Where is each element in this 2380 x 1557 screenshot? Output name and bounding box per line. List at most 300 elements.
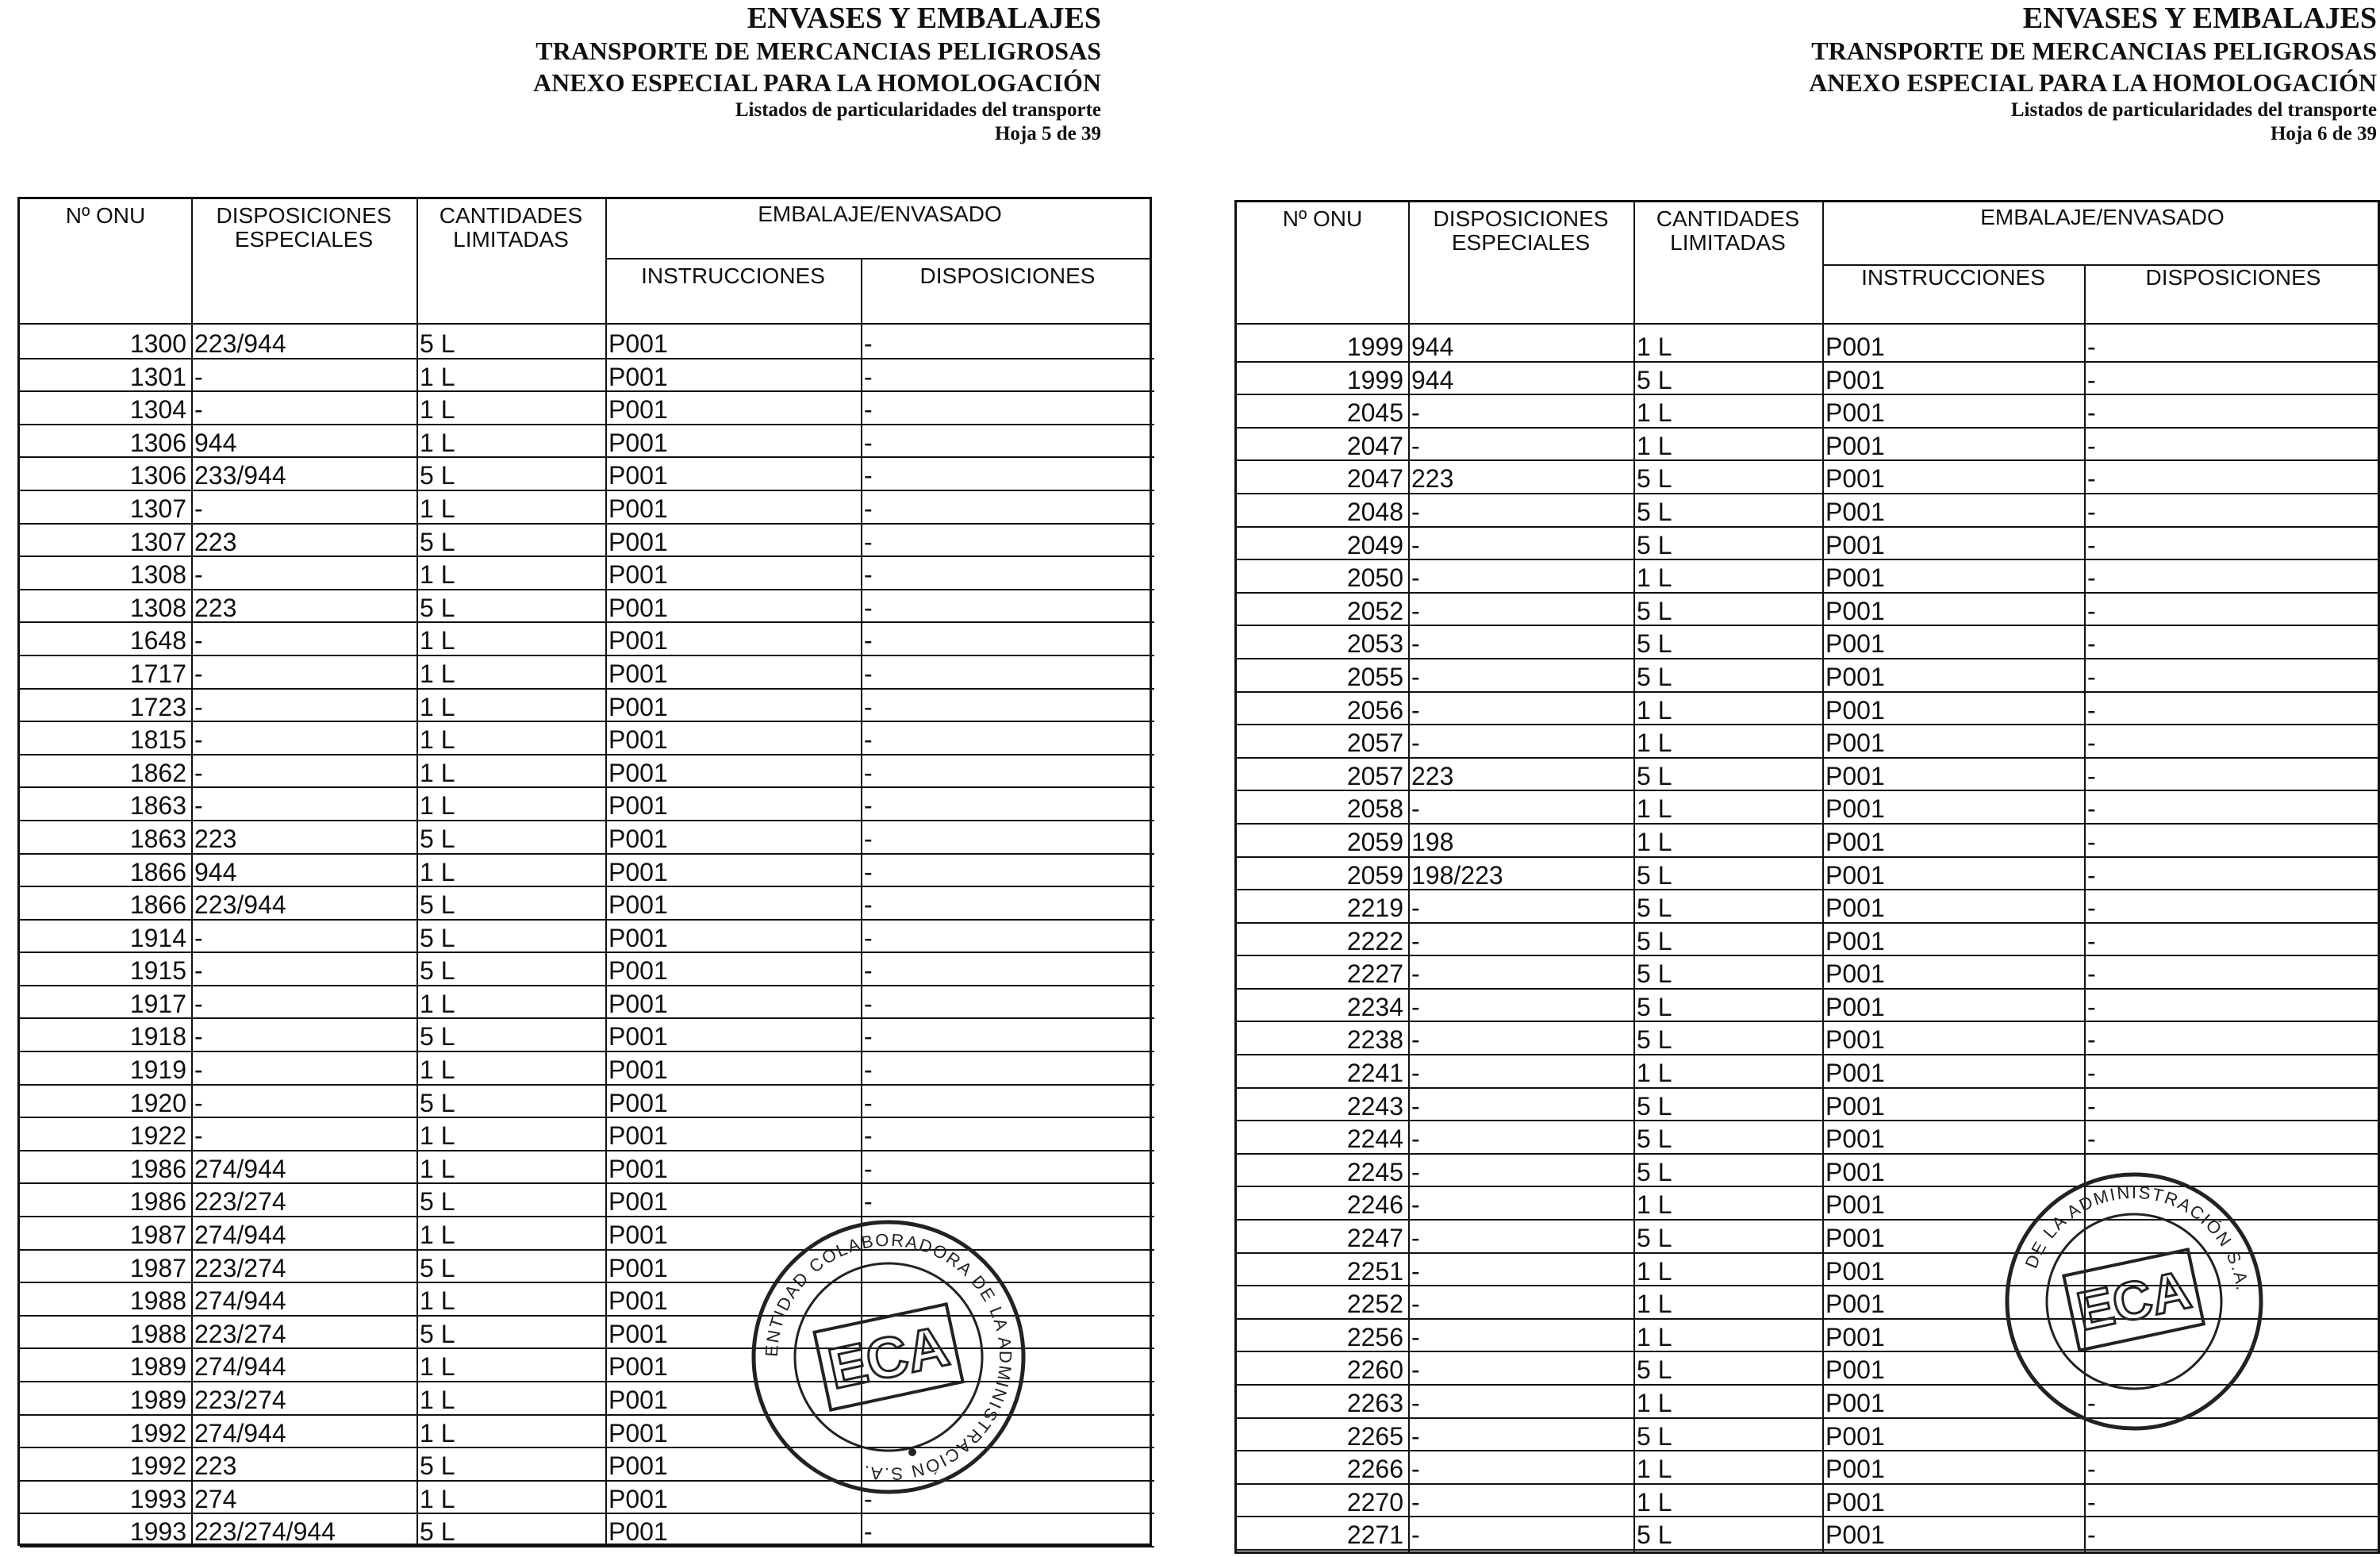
cell-disposiciones-especiales: 223 bbox=[191, 1448, 416, 1482]
table-row bbox=[20, 788, 1150, 821]
cell-disposiciones: - bbox=[2084, 725, 2380, 759]
cell-onu: 2265 bbox=[1237, 1419, 1408, 1452]
cell-disposiciones-especiales: - bbox=[1408, 1286, 1633, 1320]
header-subtitle-3: Listados de particularidades del transporte bbox=[735, 99, 1101, 121]
cell-instrucciones: P001 bbox=[605, 1118, 861, 1151]
cell-cantidades-limitadas: 1 L bbox=[1633, 825, 1822, 858]
cell-cantidades-limitadas: 1 L bbox=[416, 855, 605, 888]
cell-instrucciones: P001 bbox=[605, 1184, 861, 1217]
cell-onu: 1306 bbox=[20, 425, 191, 459]
cell-onu: 2252 bbox=[1237, 1286, 1408, 1320]
cell-disposiciones: - bbox=[2084, 659, 2380, 693]
cell-instrucciones: P001 bbox=[1822, 1419, 2084, 1452]
cell-instrucciones: P001 bbox=[605, 755, 861, 789]
table-row bbox=[1237, 528, 2378, 561]
cell-onu: 2219 bbox=[1237, 890, 1408, 924]
table-row bbox=[20, 722, 1150, 755]
column-header-cantidades-limitadas: CANTIDADES LIMITADAS bbox=[439, 203, 583, 252]
cell-cantidades-limitadas: 1 L bbox=[416, 359, 605, 393]
cell-cantidades-limitadas: 5 L bbox=[1633, 494, 1822, 528]
cell-disposiciones: - bbox=[861, 1052, 1154, 1086]
table-row bbox=[1237, 825, 2378, 858]
table-row bbox=[1237, 659, 2378, 693]
cell-instrucciones: P001 bbox=[1822, 1155, 2084, 1188]
cell-cantidades-limitadas: 1 L bbox=[1633, 1451, 1822, 1485]
cell-instrucciones: P001 bbox=[1822, 924, 2084, 957]
cell-cantidades-limitadas: 1 L bbox=[416, 1416, 605, 1449]
cell-instrucciones: P001 bbox=[1822, 1221, 2084, 1254]
cell-onu: 2222 bbox=[1237, 924, 1408, 957]
cell-disposiciones: - bbox=[2084, 858, 2380, 891]
cell-cantidades-limitadas: 5 L bbox=[1633, 528, 1822, 561]
cell-disposiciones: - bbox=[861, 690, 1154, 723]
cell-onu: 2243 bbox=[1237, 1089, 1408, 1122]
cell-cantidades-limitadas: 1 L bbox=[416, 1052, 605, 1086]
cell-disposiciones: - bbox=[861, 788, 1154, 821]
table-row bbox=[1237, 494, 2378, 528]
cell-instrucciones: P001 bbox=[605, 326, 861, 359]
cell-cantidades-limitadas: 1 L bbox=[1633, 1254, 1822, 1287]
cell-instrucciones: P001 bbox=[605, 1151, 861, 1185]
cell-onu: 1866 bbox=[20, 855, 191, 888]
cell-cantidades-limitadas: 1 L bbox=[416, 425, 605, 459]
cell-cantidades-limitadas: 5 L bbox=[1633, 956, 1822, 990]
cell-cantidades-limitadas: 1 L bbox=[416, 755, 605, 789]
cell-cantidades-limitadas: 1 L bbox=[1633, 1386, 1822, 1419]
cell-disposiciones: - bbox=[861, 458, 1154, 491]
cell-instrucciones: P001 bbox=[1822, 461, 2084, 494]
cell-cantidades-limitadas: 1 L bbox=[416, 1217, 605, 1251]
cell-onu: 1307 bbox=[20, 491, 191, 525]
table-row bbox=[20, 425, 1150, 459]
cell-disposiciones-especiales: - bbox=[191, 1052, 416, 1086]
cell-disposiciones: - bbox=[2084, 990, 2380, 1023]
cell-instrucciones: P001 bbox=[1822, 725, 2084, 759]
cell-disposiciones-especiales: - bbox=[1408, 1089, 1633, 1122]
cell-disposiciones: - bbox=[2084, 1517, 2380, 1551]
table-row bbox=[1237, 890, 2378, 924]
cell-cantidades-limitadas: 5 L bbox=[416, 525, 605, 558]
cell-onu: 1989 bbox=[20, 1349, 191, 1382]
cell-cantidades-limitadas: 5 L bbox=[1633, 594, 1822, 627]
cell-onu: 2057 bbox=[1237, 759, 1408, 792]
cell-disposiciones: - bbox=[861, 986, 1154, 1020]
cell-onu: 1989 bbox=[20, 1382, 191, 1416]
official-stamp bbox=[1999, 1159, 2269, 1444]
stamp-logo: ECA bbox=[2071, 1259, 2196, 1343]
table-row bbox=[20, 887, 1150, 921]
cell-disposiciones-especiales: 223 bbox=[1408, 461, 1633, 494]
cell-cantidades-limitadas: 1 L bbox=[416, 690, 605, 723]
cell-disposiciones: - bbox=[861, 590, 1154, 624]
cell-disposiciones: - bbox=[861, 623, 1154, 656]
cell-onu: 2251 bbox=[1237, 1254, 1408, 1287]
cell-onu: 2049 bbox=[1237, 528, 1408, 561]
cell-onu: 1717 bbox=[20, 656, 191, 690]
cell-cantidades-limitadas: 1 L bbox=[1633, 429, 1822, 462]
cell-instrucciones: P001 bbox=[1822, 494, 2084, 528]
cell-disposiciones: - bbox=[2084, 1121, 2380, 1155]
cell-onu: 2270 bbox=[1237, 1485, 1408, 1518]
table-row bbox=[1237, 429, 2378, 462]
table-row bbox=[20, 656, 1150, 690]
cell-disposiciones: - bbox=[861, 855, 1154, 888]
cell-disposiciones-especiales: - bbox=[1408, 1517, 1633, 1551]
cell-disposiciones: - bbox=[861, 755, 1154, 789]
cell-onu: 2056 bbox=[1237, 693, 1408, 726]
cell-disposiciones: - bbox=[2084, 759, 2380, 792]
header-sheet-number: Hoja 6 de 39 bbox=[2270, 123, 2377, 144]
cell-instrucciones: P001 bbox=[1822, 429, 2084, 462]
table-row bbox=[1237, 693, 2378, 726]
cell-cantidades-limitadas: 5 L bbox=[1633, 890, 1822, 924]
cell-onu: 1999 bbox=[1237, 329, 1408, 363]
cell-instrucciones: P001 bbox=[1822, 759, 2084, 792]
cell-onu: 2052 bbox=[1237, 594, 1408, 627]
cell-disposiciones-especiales: - bbox=[1408, 1451, 1633, 1485]
cell-instrucciones: P001 bbox=[605, 722, 861, 755]
header-subtitle-1: TRANSPORTE DE MERCANCIAS PELIGROSAS bbox=[1811, 37, 2377, 65]
cell-disposiciones-especiales: - bbox=[191, 921, 416, 954]
cell-disposiciones-especiales: - bbox=[191, 392, 416, 425]
cell-instrucciones: P001 bbox=[605, 986, 861, 1020]
cell-instrucciones: P001 bbox=[605, 1086, 861, 1119]
cell-disposiciones-especiales: 274/944 bbox=[191, 1283, 416, 1317]
cell-disposiciones-especiales: - bbox=[191, 1118, 416, 1151]
cell-cantidades-limitadas: 1 L bbox=[416, 557, 605, 590]
column-header-cantidades-limitadas: CANTIDADES LIMITADAS bbox=[1656, 206, 1800, 255]
cell-disposiciones-especiales: 223/944 bbox=[191, 326, 416, 359]
cell-disposiciones-especiales: - bbox=[1408, 990, 1633, 1023]
cell-cantidades-limitadas: 5 L bbox=[1633, 858, 1822, 891]
table-row bbox=[20, 986, 1150, 1020]
table-row bbox=[1237, 395, 2378, 429]
cell-onu: 1992 bbox=[20, 1416, 191, 1449]
cell-onu: 2227 bbox=[1237, 956, 1408, 990]
cell-cantidades-limitadas: 5 L bbox=[1633, 1221, 1822, 1254]
table-row bbox=[1237, 1055, 2378, 1089]
cell-disposiciones: - bbox=[2084, 363, 2380, 396]
cell-disposiciones-especiales: - bbox=[191, 359, 416, 393]
column-header-disposiciones: DISPOSICIONES bbox=[2145, 265, 2321, 290]
cell-cantidades-limitadas: 5 L bbox=[1633, 1089, 1822, 1122]
cell-instrucciones: P001 bbox=[1822, 528, 2084, 561]
cell-disposiciones-especiales: - bbox=[1408, 1121, 1633, 1155]
table-row bbox=[20, 557, 1150, 590]
cell-instrucciones: P001 bbox=[1822, 329, 2084, 363]
table-row bbox=[1237, 759, 2378, 792]
cell-cantidades-limitadas: 5 L bbox=[1633, 1419, 1822, 1452]
cell-disposiciones: - bbox=[861, 557, 1154, 590]
cell-disposiciones-especiales: - bbox=[1408, 560, 1633, 594]
table-row bbox=[1237, 1089, 2378, 1122]
cell-cantidades-limitadas: 1 L bbox=[1633, 1320, 1822, 1353]
cell-disposiciones-especiales: - bbox=[1408, 1320, 1633, 1353]
cell-onu: 2271 bbox=[1237, 1517, 1408, 1551]
cell-disposiciones: - bbox=[2084, 1055, 2380, 1089]
cell-instrucciones: P001 bbox=[1822, 1451, 2084, 1485]
cell-instrucciones: P001 bbox=[1822, 1022, 2084, 1055]
cell-instrucciones: P001 bbox=[605, 690, 861, 723]
cell-disposiciones: - bbox=[861, 1514, 1154, 1547]
column-header-onu: Nº ONU bbox=[1282, 206, 1363, 231]
cell-onu: 1986 bbox=[20, 1184, 191, 1217]
cell-disposiciones-especiales: 274 bbox=[191, 1482, 416, 1515]
cell-disposiciones: - bbox=[861, 821, 1154, 855]
cell-instrucciones: P001 bbox=[1822, 626, 2084, 659]
cell-instrucciones: P001 bbox=[605, 921, 861, 954]
cell-disposiciones-especiales: 944 bbox=[1408, 363, 1633, 396]
table-row bbox=[1237, 363, 2378, 396]
header-title: ENVASES Y EMBALAJES bbox=[747, 2, 1101, 35]
cell-disposiciones-especiales: 223/274 bbox=[191, 1251, 416, 1284]
cell-disposiciones-especiales: 223/274 bbox=[191, 1317, 416, 1350]
cell-disposiciones-especiales: 223/274 bbox=[191, 1382, 416, 1416]
cell-disposiciones-especiales: - bbox=[1408, 1187, 1633, 1221]
cell-disposiciones-especiales: 233/944 bbox=[191, 458, 416, 491]
column-header-disposiciones-especiales: DISPOSICIONES ESPECIALES bbox=[1433, 206, 1609, 255]
column-header-disposiciones: DISPOSICIONES bbox=[919, 263, 1096, 288]
cell-cantidades-limitadas: 5 L bbox=[1633, 363, 1822, 396]
cell-instrucciones: P001 bbox=[605, 1448, 861, 1482]
cell-disposiciones-especiales: - bbox=[191, 690, 416, 723]
cell-instrucciones: P001 bbox=[605, 1251, 861, 1284]
cell-instrucciones: P001 bbox=[1822, 1055, 2084, 1089]
cell-onu: 1862 bbox=[20, 755, 191, 789]
cell-instrucciones: P001 bbox=[1822, 858, 2084, 891]
cell-onu: 1306 bbox=[20, 458, 191, 491]
cell-onu: 2238 bbox=[1237, 1022, 1408, 1055]
cell-disposiciones: - bbox=[861, 392, 1154, 425]
cell-instrucciones: P001 bbox=[605, 1514, 861, 1547]
column-header-onu: Nº ONU bbox=[65, 203, 146, 228]
cell-disposiciones-especiales: - bbox=[1408, 395, 1633, 429]
cell-disposiciones-especiales: - bbox=[191, 1086, 416, 1119]
cell-disposiciones-especiales: - bbox=[1408, 626, 1633, 659]
cell-onu: 1917 bbox=[20, 986, 191, 1020]
cell-cantidades-limitadas: 5 L bbox=[1633, 1121, 1822, 1155]
cell-onu: 1988 bbox=[20, 1317, 191, 1350]
table-row bbox=[20, 755, 1150, 789]
cell-disposiciones: - bbox=[861, 359, 1154, 393]
cell-onu: 1992 bbox=[20, 1448, 191, 1482]
cell-onu: 1308 bbox=[20, 590, 191, 624]
column-header-instrucciones: INSTRUCCIONES bbox=[641, 263, 825, 288]
table-row bbox=[1237, 791, 2378, 825]
cell-disposiciones-especiales: 198/223 bbox=[1408, 858, 1633, 891]
cell-disposiciones-especiales: 223/274 bbox=[191, 1184, 416, 1217]
cell-onu: 1863 bbox=[20, 821, 191, 855]
cell-cantidades-limitadas: 5 L bbox=[416, 821, 605, 855]
cell-disposiciones: - bbox=[2084, 791, 2380, 825]
cell-disposiciones: - bbox=[861, 1184, 1154, 1217]
table-row bbox=[1237, 626, 2378, 659]
column-header-instrucciones: INSTRUCCIONES bbox=[1861, 265, 2045, 290]
cell-cantidades-limitadas: 5 L bbox=[416, 1317, 605, 1350]
cell-onu: 1863 bbox=[20, 788, 191, 821]
cell-instrucciones: P001 bbox=[1822, 825, 2084, 858]
cell-instrucciones: P001 bbox=[1822, 363, 2084, 396]
cell-cantidades-limitadas: 5 L bbox=[416, 921, 605, 954]
cell-disposiciones-especiales: - bbox=[191, 755, 416, 789]
cell-disposiciones-especiales: - bbox=[1408, 1485, 1633, 1518]
cell-cantidades-limitadas: 5 L bbox=[1633, 461, 1822, 494]
cell-disposiciones-especiales: - bbox=[1408, 693, 1633, 726]
cell-disposiciones: - bbox=[2084, 1451, 2380, 1485]
cell-disposiciones: - bbox=[861, 921, 1154, 954]
cell-disposiciones: - bbox=[2084, 395, 2380, 429]
table-row bbox=[20, 491, 1150, 525]
cell-cantidades-limitadas: 1 L bbox=[416, 623, 605, 656]
cell-cantidades-limitadas: 5 L bbox=[1633, 1517, 1822, 1551]
cell-instrucciones: P001 bbox=[605, 590, 861, 624]
table-row bbox=[1237, 560, 2378, 594]
header-subtitle-2: ANEXO ESPECIAL PARA LA HOMOLOGACIÓN bbox=[533, 68, 1101, 97]
cell-disposiciones-especiales: - bbox=[1408, 1155, 1633, 1188]
cell-disposiciones: - bbox=[2084, 329, 2380, 363]
cell-disposiciones: - bbox=[861, 1118, 1154, 1151]
cell-disposiciones-especiales: - bbox=[1408, 1386, 1633, 1419]
table-row bbox=[20, 458, 1150, 491]
header-sheet-number: Hoja 5 de 39 bbox=[994, 123, 1101, 144]
cell-disposiciones-especiales: - bbox=[191, 722, 416, 755]
cell-onu: 1993 bbox=[20, 1514, 191, 1547]
cell-disposiciones-especiales: - bbox=[191, 491, 416, 525]
cell-disposiciones: - bbox=[861, 656, 1154, 690]
cell-cantidades-limitadas: 5 L bbox=[1633, 659, 1822, 693]
cell-cantidades-limitadas: 1 L bbox=[1633, 1286, 1822, 1320]
table-row bbox=[1237, 1022, 2378, 1055]
cell-disposiciones: - bbox=[2084, 924, 2380, 957]
cell-onu: 1919 bbox=[20, 1052, 191, 1086]
cell-cantidades-limitadas: 1 L bbox=[416, 1349, 605, 1382]
cell-disposiciones: - bbox=[2084, 693, 2380, 726]
cell-cantidades-limitadas: 5 L bbox=[1633, 1155, 1822, 1188]
cell-instrucciones: P001 bbox=[1822, 890, 2084, 924]
cell-disposiciones-especiales: - bbox=[1408, 956, 1633, 990]
cell-onu: 2241 bbox=[1237, 1055, 1408, 1089]
cell-instrucciones: P001 bbox=[1822, 693, 2084, 726]
cell-onu: 1987 bbox=[20, 1217, 191, 1251]
cell-instrucciones: P001 bbox=[605, 1283, 861, 1317]
cell-instrucciones: P001 bbox=[1822, 395, 2084, 429]
cell-disposiciones-especiales: - bbox=[1408, 725, 1633, 759]
cell-cantidades-limitadas: 1 L bbox=[1633, 1485, 1822, 1518]
cell-disposiciones: - bbox=[2084, 560, 2380, 594]
cell-onu: 1301 bbox=[20, 359, 191, 393]
cell-disposiciones-especiales: 223/274/944 bbox=[191, 1514, 416, 1547]
cell-cantidades-limitadas: 1 L bbox=[416, 1382, 605, 1416]
cell-instrucciones: P001 bbox=[605, 887, 861, 921]
cell-disposiciones-especiales: - bbox=[1408, 791, 1633, 825]
cell-instrucciones: P001 bbox=[1822, 990, 2084, 1023]
cell-instrucciones: P001 bbox=[605, 656, 861, 690]
cell-onu: 2047 bbox=[1237, 429, 1408, 462]
cell-cantidades-limitadas: 1 L bbox=[1633, 725, 1822, 759]
cell-cantidades-limitadas: 5 L bbox=[416, 1251, 605, 1284]
cell-cantidades-limitadas: 1 L bbox=[1633, 693, 1822, 726]
cell-disposiciones-especiales: - bbox=[1408, 1254, 1633, 1287]
table-row bbox=[20, 1052, 1150, 1086]
table-row bbox=[1237, 1451, 2378, 1485]
table-row bbox=[20, 1151, 1150, 1185]
cell-cantidades-limitadas: 5 L bbox=[416, 1019, 605, 1052]
cell-disposiciones: - bbox=[2084, 1089, 2380, 1122]
cell-disposiciones-especiales: - bbox=[1408, 890, 1633, 924]
cell-disposiciones-especiales: - bbox=[1408, 659, 1633, 693]
cell-cantidades-limitadas: 1 L bbox=[1633, 329, 1822, 363]
cell-cantidades-limitadas: 5 L bbox=[1633, 759, 1822, 792]
cell-disposiciones-especiales: - bbox=[191, 1019, 416, 1052]
cell-instrucciones: P001 bbox=[605, 425, 861, 459]
cell-instrucciones: P001 bbox=[1822, 1121, 2084, 1155]
cell-onu: 1987 bbox=[20, 1251, 191, 1284]
cell-disposiciones-especiales: 944 bbox=[191, 425, 416, 459]
cell-disposiciones: - bbox=[2084, 528, 2380, 561]
table-row bbox=[1237, 461, 2378, 494]
table-row bbox=[1237, 329, 2378, 363]
cell-onu: 2263 bbox=[1237, 1386, 1408, 1419]
cell-onu: 2245 bbox=[1237, 1155, 1408, 1188]
cell-cantidades-limitadas: 1 L bbox=[416, 392, 605, 425]
cell-instrucciones: P001 bbox=[1822, 1352, 2084, 1386]
cell-disposiciones: - bbox=[861, 887, 1154, 921]
cell-disposiciones-especiales: 274/944 bbox=[191, 1349, 416, 1382]
table-row bbox=[20, 326, 1150, 359]
cell-instrucciones: P001 bbox=[605, 1349, 861, 1382]
cell-disposiciones-especiales: 198 bbox=[1408, 825, 1633, 858]
cell-instrucciones: P001 bbox=[605, 953, 861, 986]
cell-disposiciones: - bbox=[861, 722, 1154, 755]
cell-instrucciones: P001 bbox=[605, 788, 861, 821]
cell-disposiciones-especiales: 223 bbox=[191, 525, 416, 558]
cell-cantidades-limitadas: 5 L bbox=[1633, 1022, 1822, 1055]
cell-onu: 1999 bbox=[1237, 363, 1408, 396]
cell-onu: 1648 bbox=[20, 623, 191, 656]
cell-onu: 1308 bbox=[20, 557, 191, 590]
cell-cantidades-limitadas: 1 L bbox=[416, 656, 605, 690]
table-row bbox=[1237, 956, 2378, 990]
cell-cantidades-limitadas: 1 L bbox=[1633, 1055, 1822, 1089]
cell-onu: 1304 bbox=[20, 392, 191, 425]
cell-disposiciones-especiales: - bbox=[1408, 594, 1633, 627]
cell-instrucciones: P001 bbox=[605, 1217, 861, 1251]
cell-instrucciones: P001 bbox=[1822, 560, 2084, 594]
table-row bbox=[1237, 1485, 2378, 1518]
cell-disposiciones: - bbox=[2084, 626, 2380, 659]
cell-instrucciones: P001 bbox=[605, 1482, 861, 1515]
cell-disposiciones-especiales: 944 bbox=[191, 855, 416, 888]
cell-disposiciones: - bbox=[2084, 429, 2380, 462]
stamp-text: ENTIDAD COLABORADORA DE LA ADMINISTRACIÓN S.A. bbox=[761, 1229, 1016, 1485]
cell-disposiciones-especiales: 223/944 bbox=[191, 887, 416, 921]
header-subtitle-1: TRANSPORTE DE MERCANCIAS PELIGROSAS bbox=[536, 37, 1101, 65]
cell-onu: 1914 bbox=[20, 921, 191, 954]
cell-disposiciones-especiales: - bbox=[191, 953, 416, 986]
table-row bbox=[20, 1184, 1150, 1217]
table-row bbox=[20, 953, 1150, 986]
cell-disposiciones: - bbox=[2084, 956, 2380, 990]
table-row bbox=[1237, 725, 2378, 759]
table-row bbox=[20, 392, 1150, 425]
cell-instrucciones: P001 bbox=[1822, 659, 2084, 693]
table-row bbox=[20, 821, 1150, 855]
cell-cantidades-limitadas: 1 L bbox=[416, 788, 605, 821]
cell-disposiciones: - bbox=[861, 1482, 1154, 1515]
cell-cantidades-limitadas: 5 L bbox=[416, 1514, 605, 1547]
cell-cantidades-limitadas: 1 L bbox=[416, 722, 605, 755]
cell-onu: 2246 bbox=[1237, 1187, 1408, 1221]
